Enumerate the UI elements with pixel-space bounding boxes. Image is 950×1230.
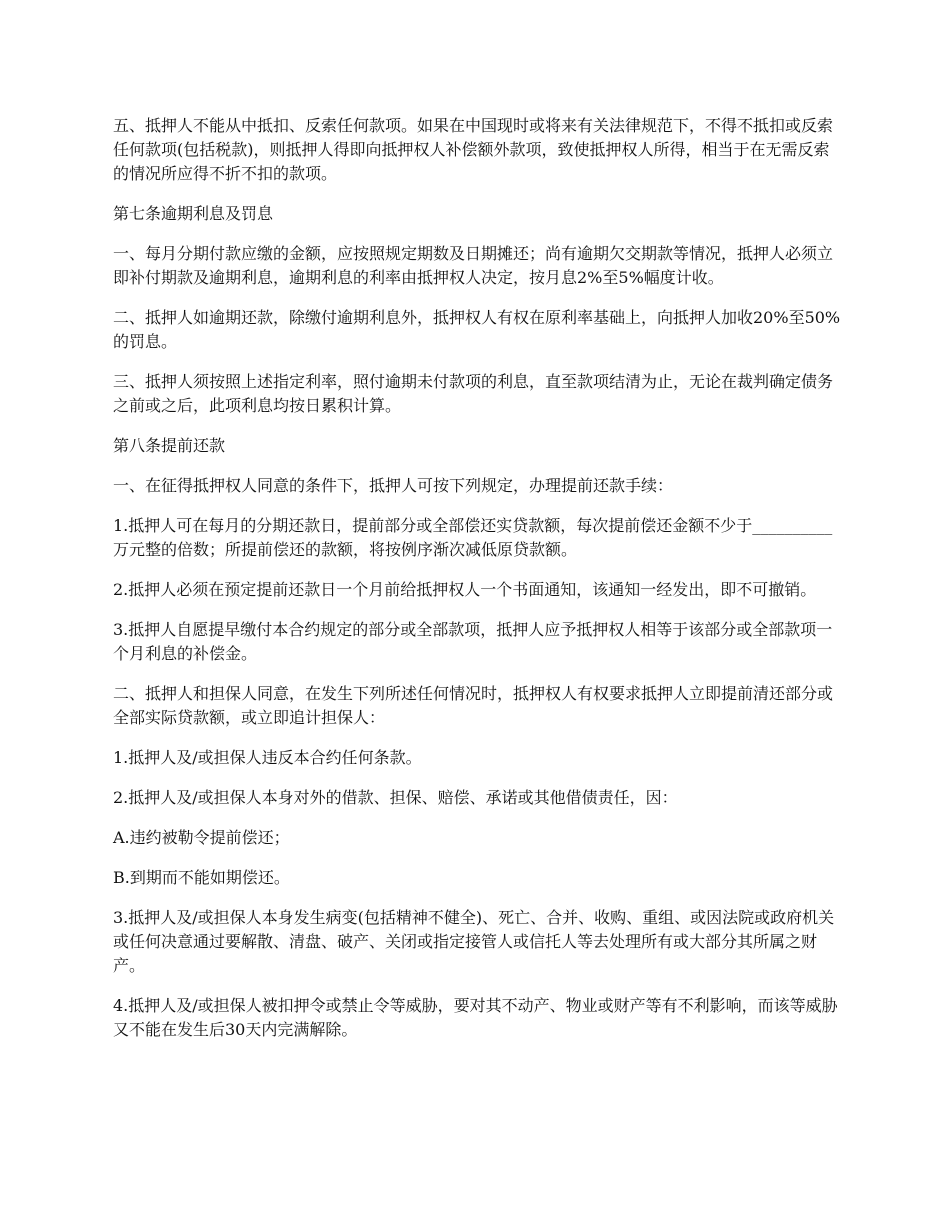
paragraph-article-8-item-2: 二、抵押人和担保人同意，在发生下列所述任何情况时，抵押权人有权要求抵押人立即提前清还部分或全部实际贷款额，或立即追计担保人：	[113, 684, 834, 727]
paragraph-article-8-item-1: 一、在征得抵押权人同意的条件下，抵押人可按下列规定，办理提前还款手续：	[113, 476, 674, 495]
paragraph-article-8-item-2-sub-2-b: B.到期而不能如期偿还。	[113, 868, 290, 887]
paragraph-article-8-item-2-sub-2-a: A.违约被勒令提前偿还；	[113, 828, 290, 847]
paragraph-article-8-item-2-sub-2: 2.抵押人及/或担保人本身对外的借款、担保、赔偿、承诺或其他借债责任，因：	[113, 788, 678, 807]
paragraph-article-8-item-1-sub-2: 2.抵押人必须在预定提前还款日一个月前给抵押权人一个书面通知，该通知一经发出，即不可撤销。	[113, 580, 817, 599]
paragraph-article-7-item-2: 二、抵押人如逾期还款，除缴付逾期利息外，抵押权人有权在原利率基础上，向抵押人加收20%至50%的罚息。	[113, 308, 841, 351]
paragraph-article-7-item-1: 一、每月分期付款应缴的金额，应按照规定期数及日期摊还；尚有逾期欠交期款等情况，抵押人必须立即补付期款及逾期利息，逾期利息的利率由抵押权人决定，按月息2%至5%幅度计收。	[113, 244, 834, 287]
paragraph-article-7-item-3: 三、抵押人须按照上述指定利率，照付逾期未付款项的利息，直至款项结清为止，无论在裁判确定债务之前或之后，此项利息均按日累积计算。	[113, 372, 834, 415]
paragraph-article-8-item-2-sub-4: 4.抵押人及/或担保人被扣押令或禁止令等威胁，要对其不动产、物业或财产等有不利影响，而该等威胁又不能在发生后30天内完满解除。	[113, 996, 838, 1039]
paragraph-article-8-item-1-sub-1: 1.抵押人可在每月的分期还款日，提前部分或全部偿还实贷款额，每次提前偿还金额不少于__________万元整的倍数；所提前偿还的款额，将按例序渐次减低原贷款额。	[113, 516, 833, 559]
paragraph-article-8-item-2-sub-3: 3.抵押人及/或担保人本身发生病变(包括精神不健全)、死亡、合并、收购、重组、或因法院或政府机关或任何决意通过要解散、清盘、破产、关闭或指定接管人或信托人等去处理所有或大部分其所属之财产。	[113, 908, 835, 975]
document-body	[113, 114, 843, 1058]
paragraph-article-8-item-2-sub-1: 1.抵押人及/或担保人违反本合约任何条款。	[113, 748, 422, 767]
paragraph-article-8-item-1-sub-3: 3.抵押人自愿提早缴付本合约规定的部分或全部款项，抵押人应予抵押权人相等于该部分或全部款项一个月利息的补偿金。	[113, 620, 833, 663]
section-heading-article-7: 第七条逾期利息及罚息	[113, 204, 274, 223]
paragraph-clause-5-no-deduction: 五、抵押人不能从中抵扣、反索任何款项。如果在中国现时或将来有关法律规范下，不得不抵扣或反索任何款项(包括税款)，则抵押人得即向抵押权人补偿额外款项，致使抵押权人所得，相当于在无需反索的情况所应得不折不扣的款项。	[113, 116, 834, 183]
section-heading-article-8: 第八条提前还款	[113, 436, 226, 455]
